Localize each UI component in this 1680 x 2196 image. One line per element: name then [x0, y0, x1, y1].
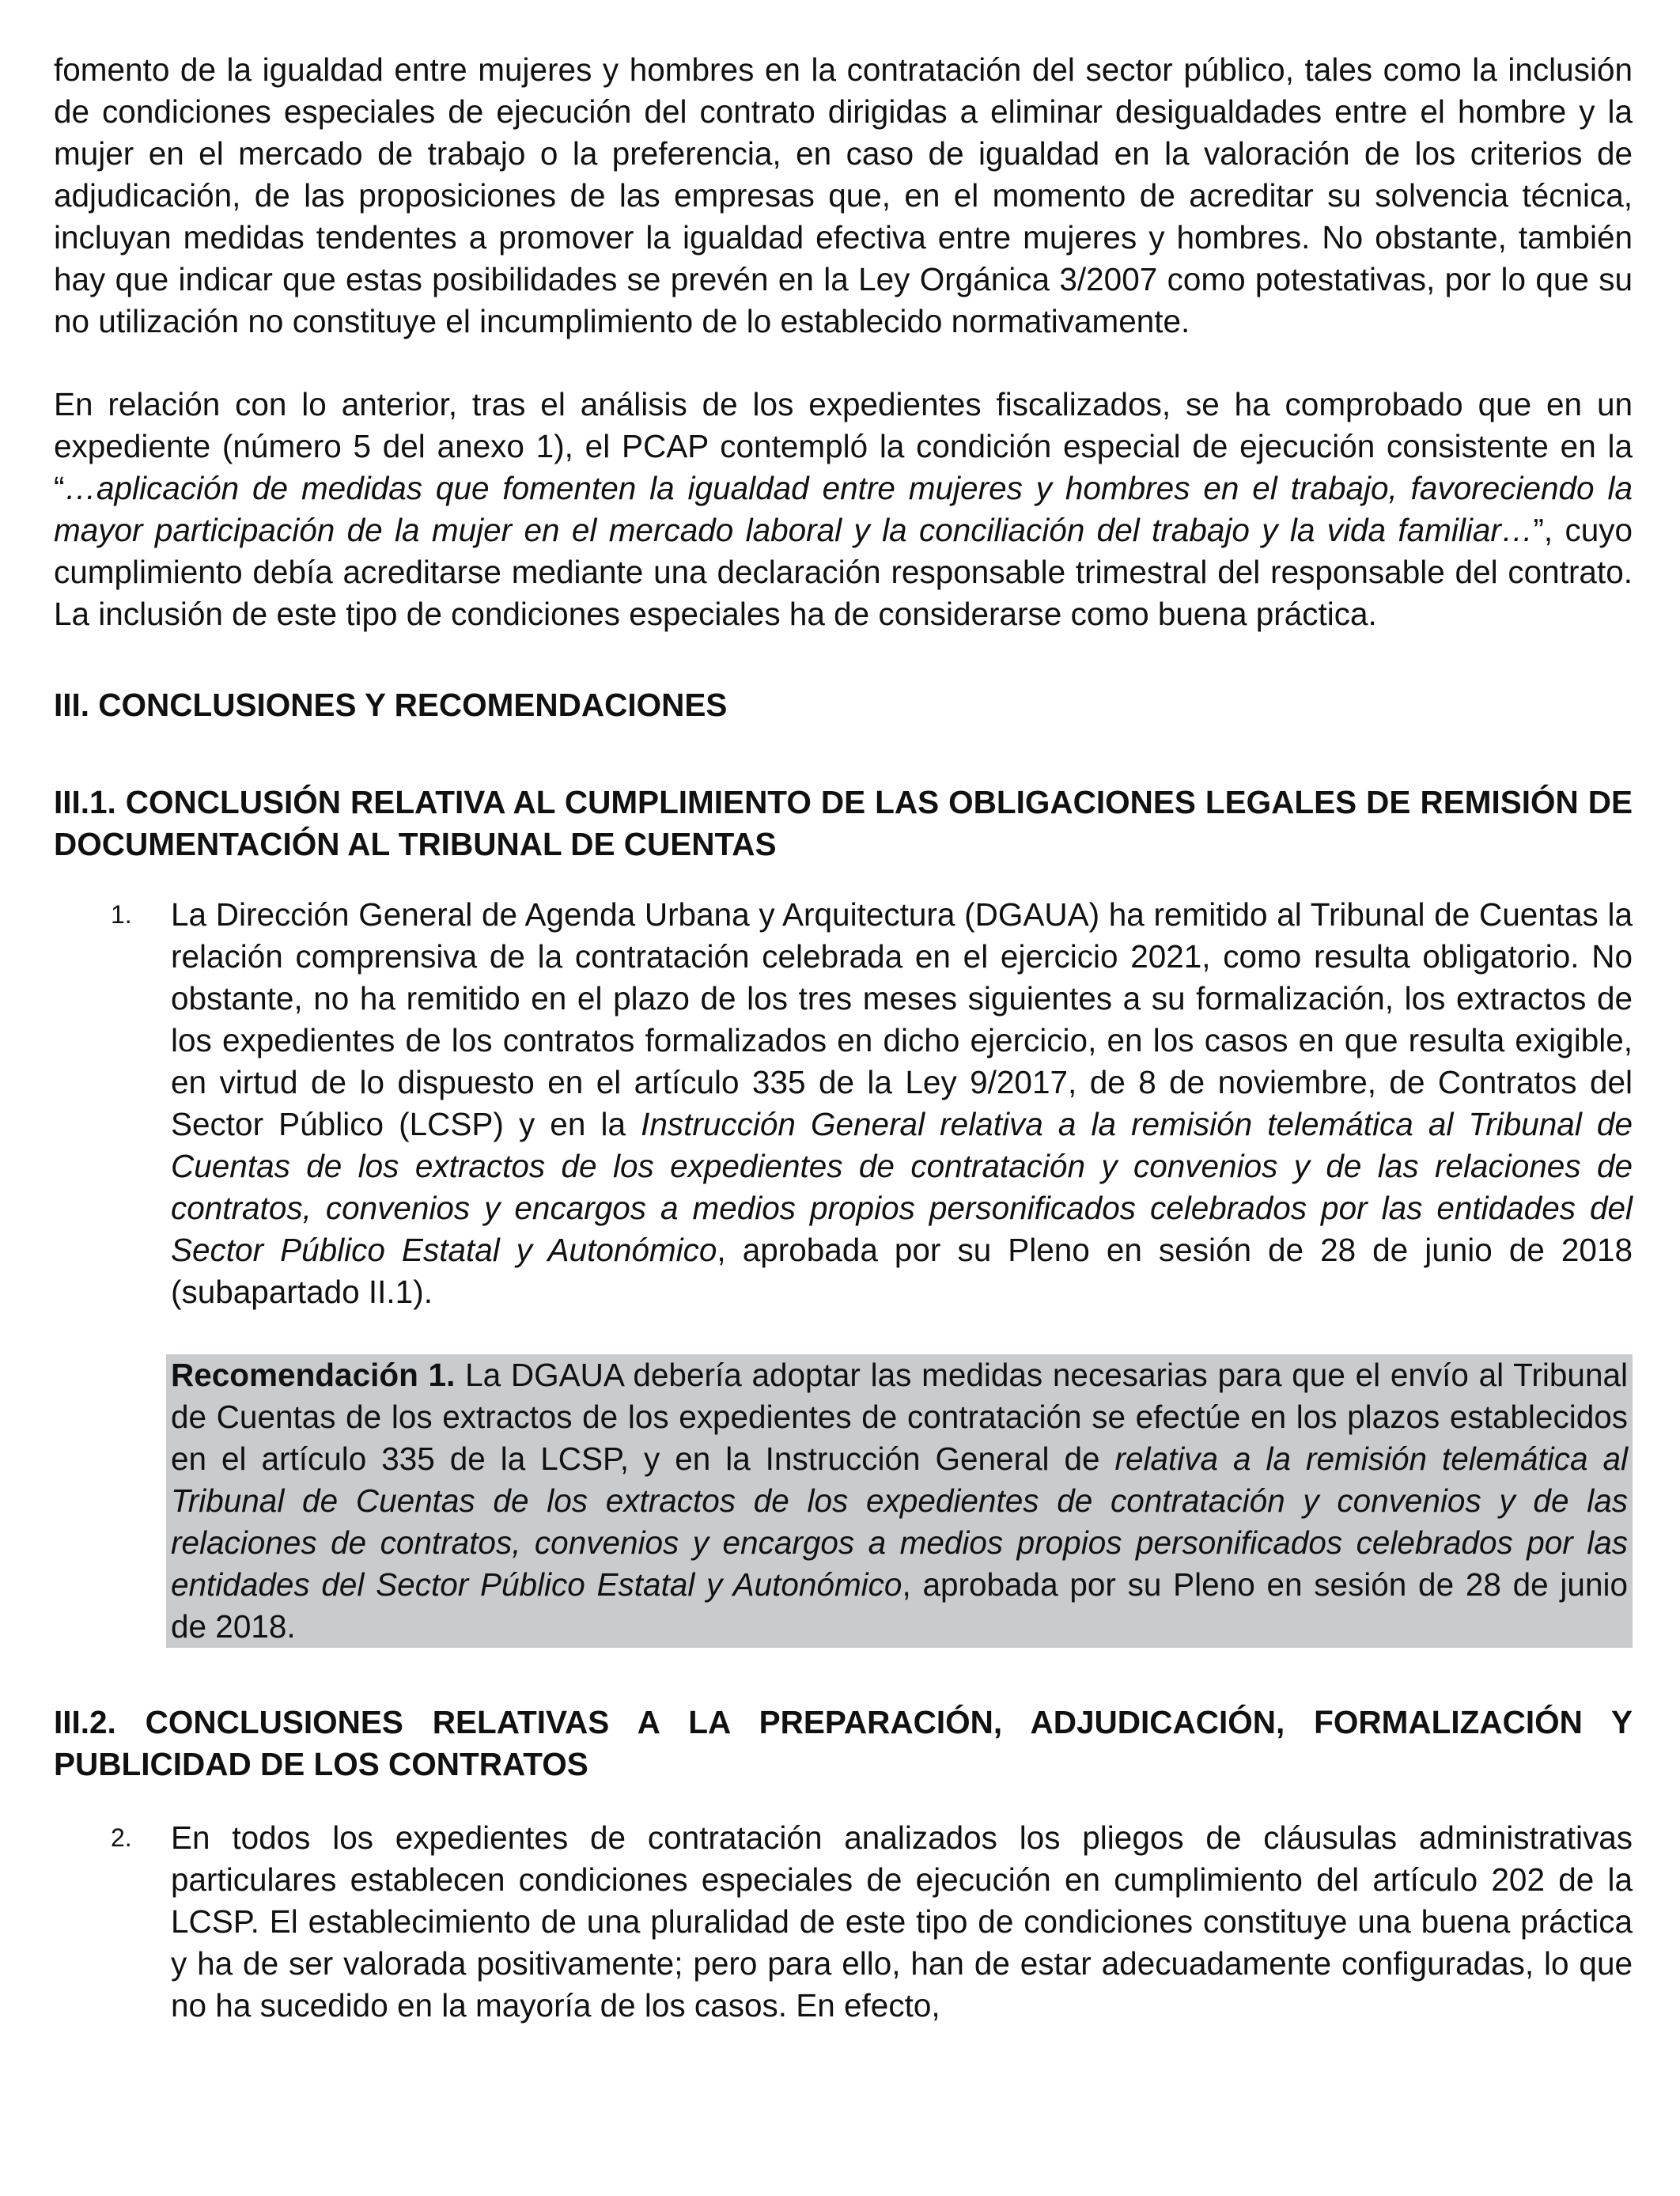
- document-page: [54, 49, 1633, 2027]
- conclusion-item-2: [54, 1817, 1633, 2027]
- paragraph-quote: …aplicación de medidas que fomenten la igualdad entre mujeres y hombres en el trabajo, favoreciendo la mayor participación de la mujer en el mercado laboral y la conciliación del trabajo y la vida familiar…: [54, 470, 1633, 548]
- paragraph-igualdad: [54, 49, 1633, 343]
- paragraph-text-start: En relación con lo anterior, tras el análisis de los expedientes fiscalizados, se ha comprobado que en un expediente (número 5 del anexo 1), el PCAP contempló la condición especial de ejecución consistente en la “: [54, 386, 1633, 506]
- paragraph-text: fomento de la igualdad entre mujeres y hombres en la contratación del sector público, tales como la inclusión de condiciones especiales de ejecución del contrato dirigidas a eliminar desigualdades entre el hombre y la mujer en el mercado de trabajo o la preferencia, en caso de igualdad en la valoración de los criterios de adjudicación, de las proposiciones de las empresas que, en el momento de acreditar su solvencia técnica, incluyan medidas tendentes a promover la igualdad efectiva entre mujeres y hombres. No obstante, también hay que indicar que estas posibilidades se prevén en la Ley Orgánica 3/2007 como potestativas, por lo que su no utilización no constituye el incumplimiento de lo establecido normativamente.: [54, 51, 1633, 339]
- item-number: 1.: [111, 900, 132, 929]
- recommendation-text: [171, 1354, 1628, 1648]
- recommendation-label: Recomendación 1.: [171, 1357, 456, 1393]
- recommendation-text-italic: relativa a la remisión telemática al Tribunal de Cuentas de los extractos de los expedientes de contratación y convenios y de las relaciones de contratos, convenios y encargos a medios propios personificados celebrados por las entidades del Sector Público Estatal y Autonómico: [171, 1441, 1629, 1603]
- conclusion-item-1: [54, 894, 1633, 1313]
- conclusion-text-italic: Instrucción General relativa a la remisión telemática al Tribunal de Cuentas de los extractos de los expedientes de contratación y convenios y de las relaciones de contratos, convenios y encargos a medios propios personificados celebrados por las entidades del Sector Público Estatal y Autonómico: [171, 1106, 1633, 1268]
- conclusion-text: En todos los expedientes de contratación analizados los pliegos de cláusulas administrativas particulares establecen condiciones especiales de ejecución en cumplimiento del artículo 202 de la LCSP. El establecimiento de una pluralidad de este tipo de condiciones constituye una buena práctica y ha de ser valorada positivamente; pero para ello, han de estar adecuadamente configuradas, lo que no ha sucedido en la mayoría de los casos. En efecto,: [171, 1819, 1633, 2024]
- recommendation-text-end: , aprobada por su Pleno en sesión de 28 de junio de 2018.: [171, 1566, 1628, 1645]
- conclusion-text-end: , aprobada por su Pleno en sesión de 28 de junio de 2018 (subapartado II.1).: [171, 1232, 1633, 1310]
- recommendation-box-1: [166, 1354, 1633, 1648]
- section-heading-conclusiones: III. CONCLUSIONES Y RECOMENDACIONES: [54, 687, 728, 723]
- paragraph-text-end: ”, cuyo cumplimiento debía acreditarse mediante una declaración responsable trimestral del responsable del contrato. La inclusión de este tipo de condiciones especiales ha de considerarse como buena práctica.: [54, 512, 1633, 632]
- recommendation-text-start: La DGAUA debería adoptar las medidas necesarias para que el envío al Tribunal de Cuentas de los extractos de los expedientes de contratación se efectúe en los plazos establecidos en el artículo 335 de la LCSP, y en la Instrucción General de: [171, 1357, 1628, 1477]
- item-number: 2.: [111, 1823, 132, 1852]
- paragraph-pcap-condicion: [54, 384, 1633, 635]
- conclusion-text-start: La Dirección General de Agenda Urbana y Arquitectura (DGAUA) ha remitido al Tribunal de Cuentas la relación comprensiva de la contratación celebrada en el ejercicio 2021, como resulta obligatorio. No obstante, no ha remitido en el plazo de los tres meses siguientes a su formalización, los extractos de los expedientes de los contratos formalizados en dicho ejercicio, en los casos en que resulta exigible, en virtud de lo dispuesto en el artículo 335 de la Ley 9/2017, de 8 de noviembre, de Contratos del Sector Público (LCSP) y en la: [171, 896, 1633, 1142]
- subsection-heading-iii-1: III.1. CONCLUSIÓN RELATIVA AL CUMPLIMIENTO DE LAS OBLIGACIONES LEGALES DE REMISIÓN DE DOCUMENTACIÓN AL TRIBUNAL DE CUENTAS: [54, 784, 1633, 862]
- subsection-heading-iii-2: III.2. CONCLUSIONES RELATIVAS A LA PREPARACIÓN, ADJUDICACIÓN, FORMALIZACIÓN Y PUBLICIDAD DE LOS CONTRATOS: [54, 1704, 1633, 1782]
- conclusion-text: [171, 894, 1633, 1313]
